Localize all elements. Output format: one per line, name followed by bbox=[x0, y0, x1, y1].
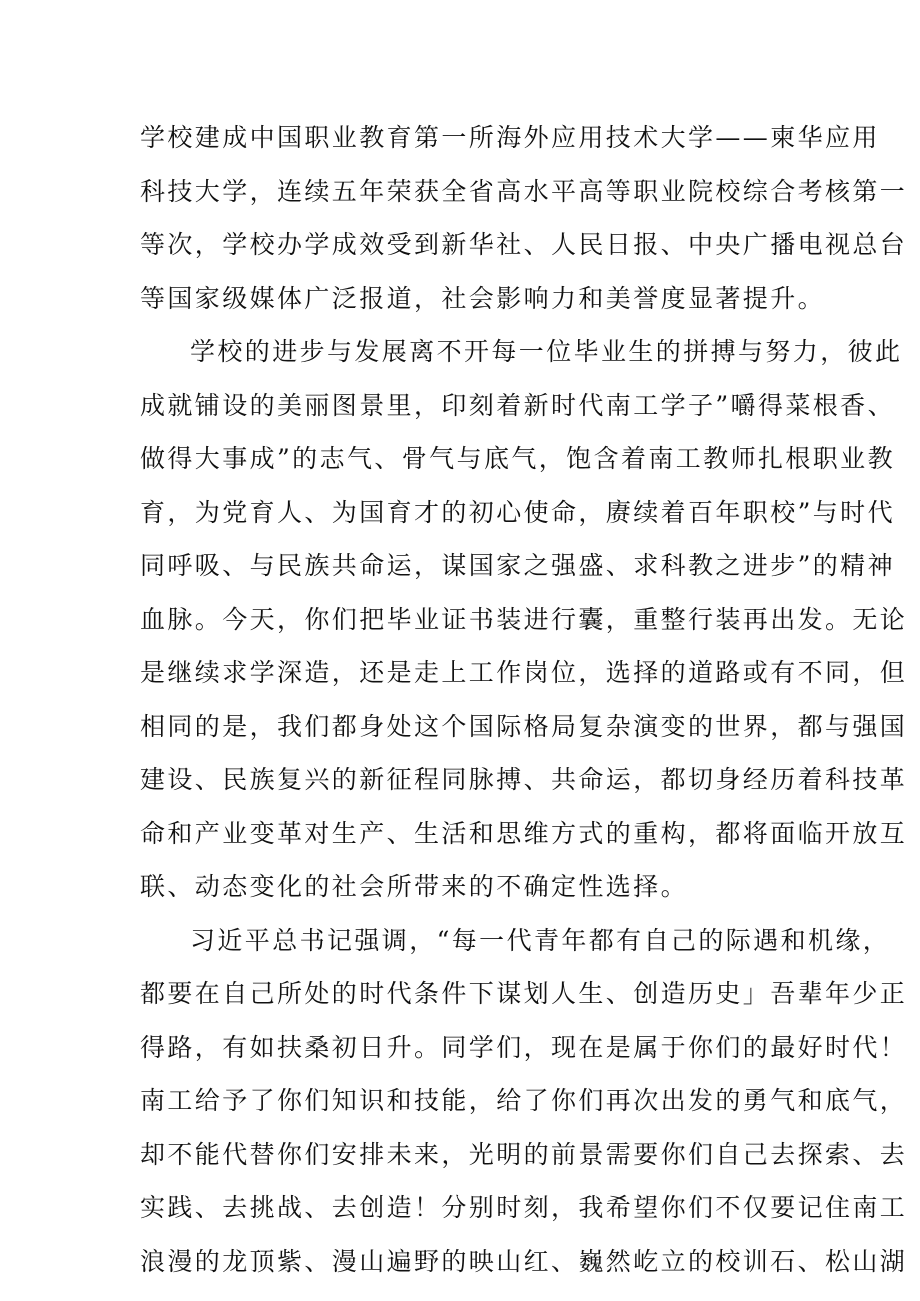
text-line: 得路，有如扶桑初日升。同学们，现在是属于你们的最好时代！ bbox=[140, 1032, 908, 1062]
text-line: 学校建成中国职业教育第一所海外应用技术大学——柬华应用 bbox=[140, 123, 880, 152]
text-line: 习近平总书记强调，“每一代青年都有自己的际遇和机缘， bbox=[190, 925, 891, 955]
paragraph-1 bbox=[140, 111, 908, 325]
document-body bbox=[140, 111, 908, 1288]
text-line: 血脉。今天，你们把毕业证书装进行囊，重整行装再出发。无论 bbox=[140, 604, 908, 634]
text-line: 却不能代替你们安排未来，光明的前景需要你们自己去探索、去 bbox=[140, 1139, 908, 1169]
text-line: 联、动态变化的社会所带来的不确定性选择。 bbox=[140, 872, 689, 901]
text-line: 育，为党育人、为国育才的初心使命，赓续着百年职校”与时代 bbox=[140, 497, 895, 527]
text-line: 建设、民族复兴的新征程同脉搏、共命运，都切身经历着科技革 bbox=[140, 765, 908, 794]
text-line: 是继续求学深造，还是走上工作岗位，选择的道路或有不同，但 bbox=[140, 658, 908, 687]
text-line: 浪漫的龙顶紫、漫山遍野的映山红、巍然屹立的校训石、松山湖 bbox=[140, 1246, 908, 1276]
text-line: 学校的进步与发展离不开每一位毕业生的拼搏与努力，彼此 bbox=[190, 337, 903, 366]
text-line: 做得大事成”的志气、骨气与底气，饱含着南工教师扎根职业教 bbox=[140, 444, 895, 473]
text-line: 等次，学校办学成效受到新华社、人民日报、中央广播电视总台 bbox=[140, 230, 908, 259]
text-line: 成就铺设的美丽图景里，印刻着新时代南工学子”嚼得菜根香、 bbox=[140, 390, 895, 420]
paragraph-3 bbox=[140, 914, 908, 1289]
text-line: 都要在自己所处的时代条件下谋划人生、创造历史」吾辈年少正 bbox=[140, 979, 908, 1008]
text-line: 等国家级媒体广泛报道，社会影响力和美誉度显著提升。 bbox=[140, 283, 826, 313]
text-line: 命和产业变革对生产、生活和思维方式的重构，都将面临开放互 bbox=[140, 818, 908, 848]
paragraph-2 bbox=[140, 325, 908, 914]
text-line: 科技大学，连续五年荣获全省高水平高等职业院校综合考核第一 bbox=[140, 176, 908, 206]
text-line: 相同的是，我们都身处这个国际格局复杂演变的世界，都与强国 bbox=[140, 711, 908, 741]
text-line: 同呼吸、与民族共命运，谋国家之强盛、求科教之进步”的精神 bbox=[140, 551, 895, 580]
text-line: 实践、去挑战、去创造！分别时刻，我希望你们不仅要记住南工 bbox=[140, 1193, 908, 1222]
text-line: 南工给予了你们知识和技能，给了你们再次出发的勇气和底气， bbox=[140, 1086, 908, 1115]
